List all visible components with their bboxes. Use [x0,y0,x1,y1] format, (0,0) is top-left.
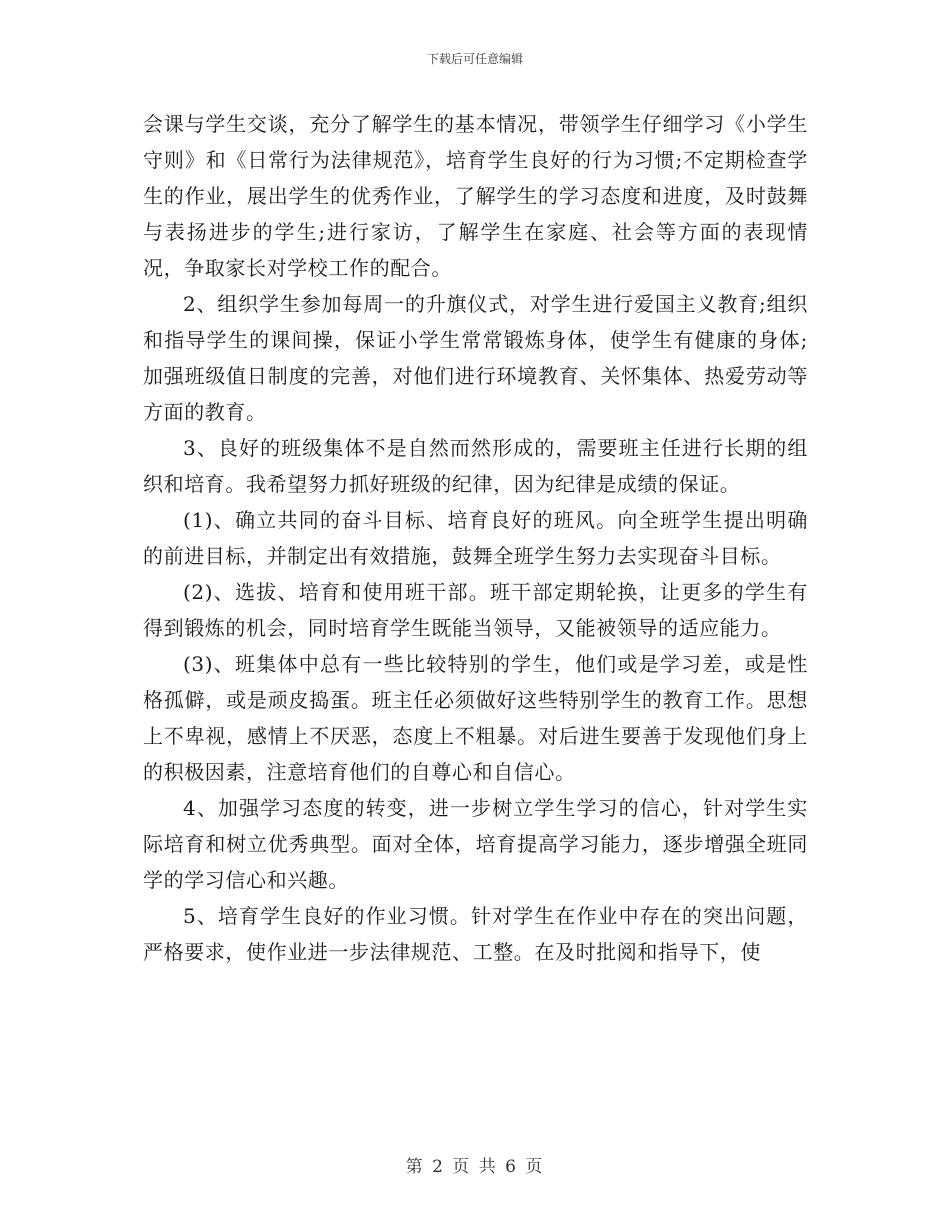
paragraph-5: (2)、选拔、培育和使用班干部。班干部定期轮换，让更多的学生有得到锻炼的机会，同时培育学生既能当领导，又能被领导的适应能力。 [143,580,808,640]
paragraph-8: 5、培育学生良好的作业习惯。针对学生在作业中存在的突出问题，严格要求，使作业进一步法律规范、工整。在及时批阅和指导下，使 [143,904,808,964]
paragraph-3: 3、良好的班级集体不是自然而然形成的，需要班主任进行长期的组织和培育。我希望努力抓好班级的纪律，因为纪律是成绩的保证。 [143,436,808,496]
page-number-footer: 第 2 页 共 6 页 [405,1157,545,1177]
page-header: 下载后可任意编辑 [426,52,523,66]
paragraph-2: 2、组织学生参加每周一的升旗仪式，对学生进行爱国主义教育;组织和指导学生的课间操，保证小学生常常锻炼身体，使学生有健康的身体;加强班级值日制度的完善，对他们进行环境教育、关怀集体、热爱劳动等方面的教育。 [143,292,808,424]
paragraph-1: 会课与学生交谈，充分了解学生的基本情况，带领学生仔细学习《小学生守则》和《日常行为法律规范》，培育学生良好的行为习惯;不定期检查学生的作业，展出学生的优秀作业，了解学生的学习态度和进度，及时鼓舞与表扬进步的学生;进行家访，了解学生在家庭、社会等方面的表现情况，争取家长对学校工作的配合。 [143,112,808,280]
paragraph-6: (3)、班集体中总有一些比较特别的学生，他们或是学习差，或是性格孤僻，或是顽皮捣蛋。班主任必须做好这些特别学生的教育工作。思想上不卑视，感情上不厌恶，态度上不粗暴。对后进生要善于发现他们身上的积极因素，注意培育他们的自尊心和自信心。 [143,652,808,784]
paragraph-7: 4、加强学习态度的转变，进一步树立学生学习的信心，针对学生实际培育和树立优秀典型。面对全体，培育提高学习能力，逐步增强全班同学的学习信心和兴趣。 [143,796,808,892]
document-body [143,106,808,970]
paragraph-4: (1)、确立共同的奋斗目标、培育良好的班风。向全班学生提出明确的前进目标，并制定出有效措施，鼓舞全班学生努力去实现奋斗目标。 [143,508,808,568]
